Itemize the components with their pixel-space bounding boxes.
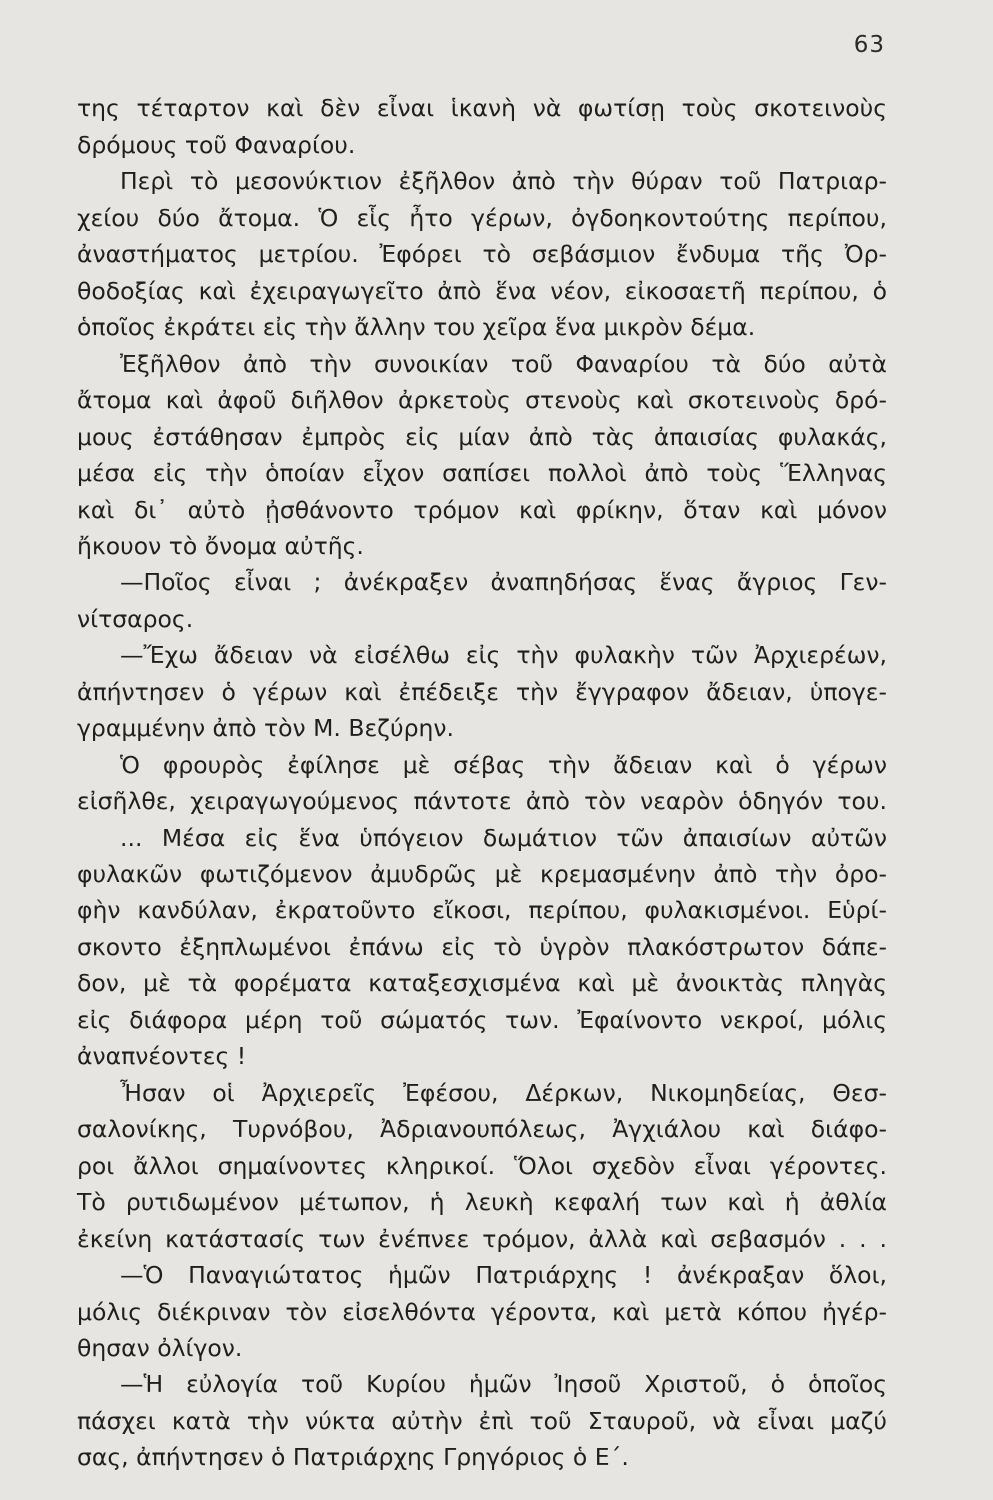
text-line-3: Περὶ τὸ μεσονύκτιον ἐξῆλθον ἀπὸ τὴν θύραν τοῦ Πατριαρ- xyxy=(120,167,887,195)
text-line-18: γραμμένην ἀπὸ τὸν Μ. Βεζύρην. xyxy=(77,714,454,742)
text-line-16: —Ἔχω ἄδειαν νὰ εἰσέλθω εἰς τὴν φυλακὴν τῶν Ἀρχιερέων, xyxy=(120,641,887,669)
text-line-19: Ὁ φρουρὸς ἐφίλησε μὲ σέβας τὴν ἄδειαν καὶ ὁ γέρων xyxy=(120,751,887,779)
text-line-33: —Ὁ Παναγιώτατος ἡμῶν Πατριάρχης ! ἀνέκραξαν ὅλοι, xyxy=(120,1261,887,1289)
text-line-2: δρόμους τοῦ Φαναρίου. xyxy=(77,131,356,159)
text-line-22: φυλακῶν φωτιζόμενον ἀμυδρῶς μὲ κρεμασμένην ἀπὸ τὴν ὀρο- xyxy=(77,860,887,888)
text-line-26: εἰς διάφορα μέρη τοῦ σώματός των. Ἐφαίνοντο νεκροί, μόλις xyxy=(77,1006,887,1034)
text-line-10: μους ἐστάθησαν ἐμπρὸς εἰς μίαν ἀπὸ τὰς ἀπαισίας φυλακάς, xyxy=(77,423,887,451)
page-number: 63 xyxy=(853,32,885,58)
text-line-30: ροι ἄλλοι σημαίνοντες κληρικοί. Ὅλοι σχεδὸν εἶναι γέροντες. xyxy=(77,1152,887,1180)
text-line-38: σας, ἀπήντησεν ὁ Πατριάρχης Γρηγόριος ὁ Ε΄. xyxy=(77,1443,629,1471)
text-line-1: της τέταρτον καὶ δὲν εἶναι ἱκανὴ νὰ φωτίσῃ τοὺς σκοτεινοὺς xyxy=(77,94,887,122)
text-line-17: ἀπήντησεν ὁ γέρων καὶ ἐπέδειξε τὴν ἔγγραφον ἄδειαν, ὑπογε- xyxy=(77,678,887,706)
text-line-21: ... Μέσα εἰς ἕνα ὑπόγειον δωμάτιον τῶν ἀπαισίων αὐτῶν xyxy=(120,824,887,852)
text-line-27: ἀναπνέοντες ! xyxy=(77,1042,247,1070)
text-line-37: πάσχει κατὰ τὴν νύκτα αὐτὴν ἐπὶ τοῦ Σταυροῦ, νὰ εἶναι μαζύ xyxy=(77,1407,887,1435)
text-line-25: δον, μὲ τὰ φορέματα καταξεσχισμένα καὶ μὲ ἀνοικτὰς πληγὰς xyxy=(77,969,887,997)
text-line-4: χείου δύο ἄτομα. Ὁ εἷς ἦτο γέρων, ὀγδοηκοντούτης περίπου, xyxy=(77,204,887,232)
text-line-14: —Ποῖος εἶναι ; ἀνέκραξεν ἀναπηδήσας ἕνας ἄγριος Γεν- xyxy=(120,568,887,596)
text-line-9: ἄτομα καὶ ἀφοῦ διῆλθον ἀρκετοὺς στενοὺς καὶ σκοτεινοὺς δρό- xyxy=(77,386,887,414)
text-line-7: ὁποῖος ἐκράτει εἰς τὴν ἄλλην του χεῖρα ἕνα μικρὸν δέμα. xyxy=(77,313,756,341)
text-line-13: ἤκουον τὸ ὄνομα αὐτῆς. xyxy=(77,532,364,560)
text-line-15: νίτσαρος. xyxy=(77,605,194,633)
text-line-8: Ἐξῆλθον ἀπὸ τὴν συνοικίαν τοῦ Φαναρίου τὰ δύο αὐτὰ xyxy=(120,350,887,378)
text-line-5: ἀναστήματος μετρίου. Ἐφόρει τὸ σεβάσμιον ἔνδυμα τῆς Ὀρ- xyxy=(77,240,887,268)
text-line-28: Ἦσαν οἱ Ἀρχιερεῖς Ἐφέσου, Δέρκων, Νικομηδείας, Θεσ- xyxy=(120,1079,887,1107)
text-line-24: σκοντο ἐξηπλωμένοι ἐπάνω εἰς τὸ ὑγρὸν πλακόστρωτον δάπε- xyxy=(77,933,887,961)
text-line-32: ἐκείνη κατάστασίς των ἐνέπνεε τρόμον, ἀλλὰ καὶ σεβασμόν . . . xyxy=(77,1225,887,1253)
text-line-35: θησαν ὀλίγον. xyxy=(77,1334,243,1362)
text-line-29: σαλονίκης, Τυρνόβου, Ἀδριανουπόλεως, Ἀγχιάλου καὶ διάφο- xyxy=(77,1115,887,1143)
text-line-23: φὴν κανδύλαν, ἐκρατοῦντο εἴκοσι, περίπου, φυλακισμένοι. Εὑρί- xyxy=(77,896,887,924)
text-line-31: Τὸ ρυτιδωμένον μέτωπον, ἡ λευκὴ κεφαλή των καὶ ἡ ἀθλία xyxy=(77,1188,887,1216)
text-line-11: μέσα εἰς τὴν ὁποίαν εἶχον σαπίσει πολλοὶ ἀπὸ τοὺς Ἕλληνας xyxy=(77,459,887,487)
text-line-36: —Ἡ εὐλογία τοῦ Κυρίου ἡμῶν Ἰησοῦ Χριστοῦ, ὁ ὁποῖος xyxy=(120,1370,887,1398)
text-line-20: εἰσῆλθε, χειραγωγούμενος πάντοτε ἀπὸ τὸν νεαρὸν ὁδηγόν του. xyxy=(77,787,887,815)
text-line-6: θοδοξίας καὶ ἐχειραγωγεῖτο ἀπὸ ἕνα νέον, εἰκοσαετῆ περίπου, ὁ xyxy=(77,277,887,305)
text-line-12: καὶ δι᾽ αὐτὸ ᾐσθάνοντο τρόμον καὶ φρίκην, ὅταν καὶ μόνον xyxy=(77,496,887,524)
text-line-34: μόλις διέκριναν τὸν εἰσελθόντα γέροντα, καὶ μετὰ κόπου ἠγέρ- xyxy=(77,1298,887,1326)
